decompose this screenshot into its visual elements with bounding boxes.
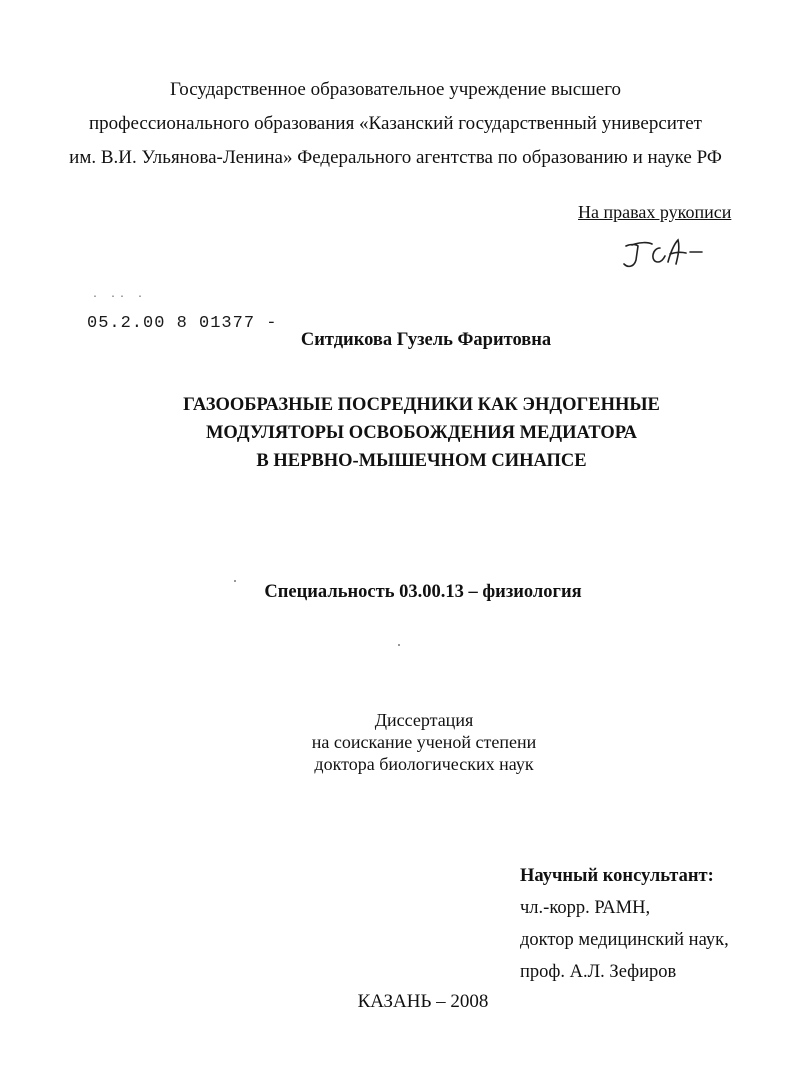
- signature: [618, 234, 708, 272]
- consultant-block: [520, 860, 729, 988]
- dissertation-line-3: доктора биологических наук: [314, 754, 534, 774]
- title-line-2: МОДУЛЯТОРЫ ОСВОБОЖДЕНИЯ МЕДИАТОРА: [205, 423, 638, 443]
- specialty: Специальность 03.00.13 – физиология: [264, 582, 582, 602]
- consultant-line-3: проф. А.Л. Зефиров: [520, 962, 677, 982]
- author-name: Ситдикова Гузель Фаритовна: [300, 330, 552, 350]
- manuscript-note: На правах рукописи: [578, 202, 732, 222]
- thesis-title: [0, 392, 791, 475]
- institution-line-3: им. В.И. Ульянова-Ленина» Федерального агентства по образованию и науке РФ: [69, 147, 722, 168]
- consultant-line-1: чл.-корр. РАМН,: [520, 898, 651, 918]
- consultant-label: Научный консультант:: [520, 866, 714, 886]
- dissertation-line-2: на соискание ученой степени: [311, 732, 537, 752]
- institution-line-2: профессионального образования «Казанский государственный университет: [89, 113, 702, 134]
- dissertation-block: [0, 709, 791, 775]
- institution-line-1: Государственное образовательное учреждение высшего: [169, 79, 622, 100]
- institution-block: [0, 76, 791, 172]
- title-line-1: ГАЗООБРАЗНЫЕ ПОСРЕДНИКИ КАК ЭНДОГЕННЫЕ: [183, 395, 660, 415]
- consultant-line-2: доктор медицинский наук,: [520, 930, 729, 950]
- speck: [398, 644, 400, 646]
- city-year: КАЗАНЬ – 2008: [357, 991, 489, 1012]
- stamp-dots: · ·· ·: [92, 292, 147, 303]
- title-line-3: В НЕРВНО-МЫШЕЧНОМ СИНАПСЕ: [256, 451, 587, 471]
- archive-stamp: 05.2.00 8 01377 -: [87, 314, 278, 333]
- dissertation-line-1: Диссертация: [374, 710, 474, 730]
